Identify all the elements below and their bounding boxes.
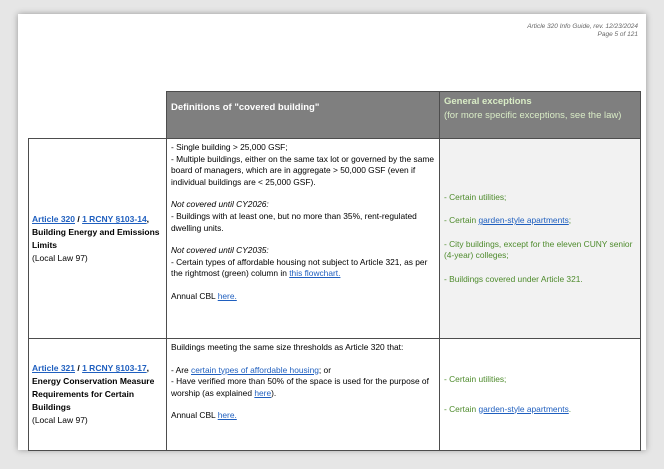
header-guide-title: Article 320 Info Guide, rev. 12/23/2024 <box>527 23 638 30</box>
row2-cbl-link[interactable]: here. <box>217 410 237 421</box>
garden-style-link-2[interactable]: garden-style apartments <box>478 403 569 414</box>
rcny-103-14-link[interactable]: 1 RCNY §103-14 <box>82 213 147 224</box>
table-row <box>29 339 641 451</box>
page-header <box>527 23 638 39</box>
row1-cbl-link[interactable]: here. <box>217 290 237 301</box>
row1-exceptions: - Certain utilities; - Certain garden-style apartments; - City buildings, except for the eleven CUNY senior (4-year) colleges; - Buildings covered under Article 321. <box>440 139 641 339</box>
worship-here-link[interactable]: here <box>254 387 272 398</box>
row-label-article-321: Article 321 / 1 RCNY §103-17, Energy Conservation Measure Requirements for Certain Buildings (Local Law 97) <box>29 339 167 451</box>
row2-exceptions: - Certain utilities; - Certain garden-style apartments. <box>440 339 641 451</box>
table-header-row <box>29 92 641 139</box>
exceptions-header <box>440 92 641 139</box>
rcny-103-17-link[interactable]: 1 RCNY §103-17 <box>82 363 147 373</box>
row1-definitions: - Single building > 25,000 GSF; - Multiple buildings, either on the same tax lot or governed by the same board of managers, which are in aggregate > 50,000 GSF (even if individual buildings are < 25,000 GSF). Not covered until CY2026: - Buildings with at least one, but no more than 35%, rent-regulated dwelling units. Not covered until CY2035: - Certain types of affordable housing not subject to Article 321, as per the rightmost (green) column in this flowchart. Annual CBL here. <box>167 139 440 339</box>
article-320-link[interactable]: Article 320 <box>32 213 75 224</box>
exceptions-header-title: General exceptions <box>444 96 532 107</box>
article-320-law: (Local Law 97) <box>32 252 88 263</box>
article-321-title: Energy Conservation Measure Requirements for Certain Buildings <box>32 376 155 412</box>
table-row <box>29 139 641 339</box>
document-page <box>18 14 646 450</box>
article-320-title: Building Energy and Emissions Limits <box>32 226 160 250</box>
row2-definitions: Buildings meeting the same size thresholds as Article 320 that: - Are certain types of affordable housing; or - Have verified more than 50% of the space is used for the purpose of worship (as explained here). Annual CBL here. <box>167 339 440 451</box>
header-page-number: Page 5 of 121 <box>597 31 638 38</box>
article-321-link[interactable]: Article 321 <box>32 363 75 373</box>
garden-style-link-1[interactable]: garden-style apartments <box>478 215 569 226</box>
flowchart-link[interactable]: this flowchart. <box>289 268 341 279</box>
header-blank-cell <box>29 92 167 139</box>
article-321-law: (Local Law 97) <box>32 415 88 425</box>
coverage-table <box>28 91 641 451</box>
definitions-header: Definitions of "covered building" <box>167 92 440 139</box>
affordable-housing-link[interactable]: certain types of affordable housing <box>191 364 319 375</box>
exceptions-header-subtitle: (for more specific exceptions, see the law) <box>444 110 622 121</box>
row-label-article-320: Article 320 / 1 RCNY §103-14, Building Energy and Emissions Limits (Local Law 97) <box>29 139 167 339</box>
